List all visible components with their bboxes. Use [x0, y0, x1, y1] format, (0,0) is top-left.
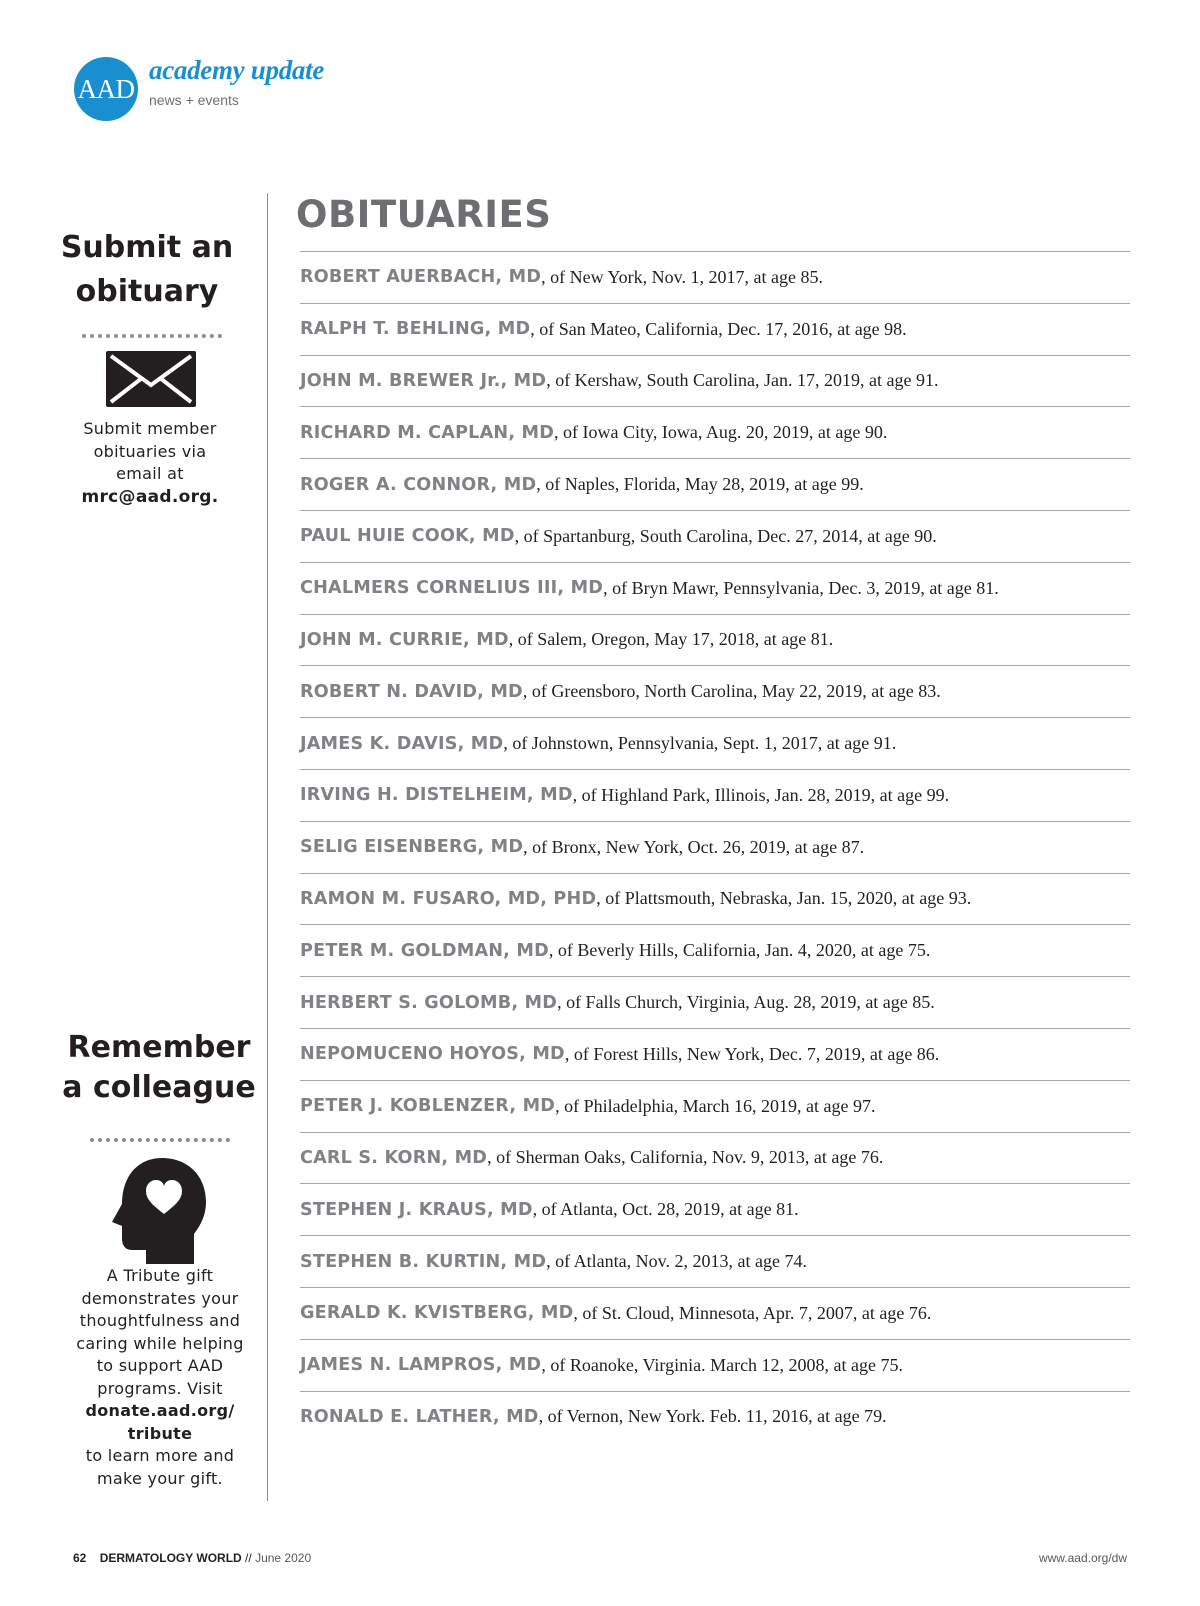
tribute-text-line3: thoughtfulness and [79, 1311, 241, 1330]
obituary-name: ROBERT N. DAVID, MD [300, 681, 523, 702]
obituary-name: ROGER A. CONNOR, MD [300, 474, 537, 495]
obituary-name: JOHN M. BREWER Jr., MD [300, 370, 547, 391]
obituary-entry [300, 614, 1130, 666]
submit-text-line1: Submit member [83, 419, 217, 438]
submit-instructions [52, 418, 248, 508]
obituary-detail: , of Bronx, New York, Oct. 26, 2019, at age 87. [523, 836, 865, 857]
obituary-detail: , of Greensboro, North Carolina, May 22, 2019, at age 83. [522, 681, 941, 702]
obituary-detail: , of Vernon, New York. Feb. 11, 2016, at age 79. [538, 1406, 887, 1427]
obituary-entry [300, 510, 1130, 562]
obituary-name: CARL S. KORN, MD [300, 1147, 488, 1168]
obituary-detail: , of St. Cloud, Minnesota, Apr. 7, 2007, at age 76. [573, 1302, 932, 1323]
obituary-entry [300, 924, 1130, 976]
logo-text: AAD [77, 73, 135, 104]
obituary-entry [300, 251, 1130, 303]
obituary-detail: , of Kershaw, South Carolina, Jan. 17, 2019, at age 91. [546, 370, 939, 391]
obituary-entry [300, 406, 1130, 458]
obituary-name: GERALD K. KVISTBERG, MD [300, 1303, 574, 1324]
section-title: academy update [149, 55, 325, 85]
obituary-name: STEPHEN B. KURTIN, MD [300, 1251, 547, 1272]
obituary-name: HERBERT S. GOLOMB, MD [300, 992, 558, 1013]
submit-text-line2: obituaries via [93, 441, 207, 461]
tribute-text-line6: programs. Visit [97, 1378, 223, 1398]
obituary-entry [300, 1287, 1130, 1339]
remember-colleague-heading [54, 1028, 264, 1108]
obituary-entry [300, 1235, 1130, 1287]
obituary-name: IRVING H. DISTELHEIM, MD [300, 785, 573, 806]
obituary-detail: , of Bryn Mawr, Pennsylvania, Dec. 3, 2019, at age 81. [603, 577, 999, 598]
obituary-entry [300, 1028, 1130, 1080]
obituary-name: PETER J. KOBLENZER, MD [300, 1096, 556, 1117]
obituary-name: JAMES K. DAVIS, MD [300, 733, 504, 754]
footer-publication [73, 1551, 311, 1565]
obituary-detail: , of Atlanta, Nov. 2, 2013, at age 74. [546, 1251, 807, 1272]
obituary-detail: , of Falls Church, Virginia, Aug. 28, 2019, at age 85. [557, 992, 935, 1013]
tribute-text-line2: demonstrates your [81, 1288, 239, 1308]
obituary-entry [300, 976, 1130, 1028]
obituary-name: RICHARD M. CAPLAN, MD [300, 422, 555, 443]
obituary-detail: , of San Mateo, California, Dec. 17, 2016, at age 98. [530, 318, 907, 339]
obituary-entry [300, 717, 1130, 769]
submit-heading-line1: Submit an [60, 230, 234, 265]
tribute-instructions [62, 1265, 258, 1490]
sidebar-divider [267, 193, 268, 1501]
page-number: 62 [73, 1551, 87, 1565]
aad-logo [74, 57, 138, 121]
submit-heading-line2: obituary [75, 274, 219, 309]
obituary-detail: , of Sherman Oaks, California, Nov. 9, 2013, at age 76. [487, 1147, 884, 1168]
obituary-detail: , of Roanoke, Virginia. March 12, 2008, at age 75. [541, 1354, 904, 1375]
submit-email-link[interactable]: mrc@aad.org. [81, 486, 219, 507]
obituary-detail: , of Highland Park, Illinois, Jan. 28, 2019, at age 99. [572, 784, 950, 805]
obituary-detail: , of Johnstown, Pennsylvania, Sept. 1, 2017, at age 91. [503, 733, 897, 754]
obituary-entry [300, 1080, 1130, 1132]
tribute-text-line4: caring while helping [76, 1333, 244, 1353]
obituary-entry [300, 303, 1130, 355]
remember-heading-line1: Remember [67, 1030, 251, 1065]
obituary-entry [300, 1183, 1130, 1235]
obituary-detail: , of Philadelphia, March 16, 2019, at age 97. [555, 1095, 876, 1116]
tribute-text-line5: to support AAD [96, 1356, 224, 1375]
obituary-detail: , of Iowa City, Iowa, Aug. 20, 2019, at age 90. [554, 422, 888, 443]
obituary-name: ROBERT AUERBACH, MD [300, 267, 542, 288]
obituary-entry [300, 821, 1130, 873]
obituary-detail: , of Spartanburg, South Carolina, Dec. 27, 2014, at age 90. [514, 525, 937, 546]
obituary-name: JAMES N. LAMPROS, MD [300, 1355, 542, 1376]
obituary-detail: , of Naples, Florida, May 28, 2019, at age 99. [536, 474, 864, 495]
dotted-divider [82, 334, 222, 338]
remember-heading-line2: a colleague [62, 1070, 256, 1105]
dotted-divider [90, 1138, 230, 1142]
submit-text-line3: email at [116, 464, 184, 483]
section-subtitle: news + events [149, 92, 239, 108]
page-title: OBITUARIES [296, 193, 552, 236]
publication-name: DERMATOLOGY WORLD [99, 1551, 242, 1565]
obituary-entry [300, 665, 1130, 717]
obituary-name: RALPH T. BEHLING, MD [300, 319, 531, 340]
obituary-entry [300, 1391, 1130, 1443]
obituary-name: RONALD E. LATHER, MD [300, 1406, 539, 1427]
submit-obituary-heading [42, 226, 252, 314]
obituary-detail: , of Beverly Hills, California, Jan. 4, 2020, at age 75. [548, 940, 931, 961]
obituary-name: PAUL HUIE COOK, MD [300, 526, 515, 547]
head-heart-icon [110, 1156, 210, 1270]
obituary-detail: , of Salem, Oregon, May 17, 2018, at age 81. [508, 629, 834, 650]
obituary-entry [300, 1132, 1130, 1184]
obituary-detail: , of Forest Hills, New York, Dec. 7, 2019, at age 86. [564, 1043, 940, 1064]
issue-date: June 2020 [255, 1551, 312, 1565]
tribute-text-line7: to learn more and [85, 1446, 235, 1465]
tribute-link-line2[interactable]: tribute [127, 1423, 193, 1443]
obituary-entry [300, 355, 1130, 407]
footer-url[interactable]: www.aad.org/dw [1038, 1551, 1127, 1565]
obituary-list [300, 251, 1130, 1442]
obituary-entry [300, 769, 1130, 821]
tribute-text-line1: A Tribute gift [106, 1266, 214, 1285]
obituary-name: NEPOMUCENO HOYOS, MD [300, 1044, 565, 1065]
tribute-link-line1[interactable]: donate.aad.org/ [85, 1401, 235, 1420]
obituary-entry [300, 1339, 1130, 1391]
obituary-name: JOHN M. CURRIE, MD [300, 629, 509, 650]
obituary-name: PETER M. GOLDMAN, MD [300, 940, 549, 961]
obituary-entry [300, 562, 1130, 614]
obituary-name: RAMON M. FUSARO, MD, PHD [300, 888, 597, 909]
obituary-detail: , of New York, Nov. 1, 2017, at age 85. [541, 266, 823, 287]
obituary-detail: , of Plattsmouth, Nebraska, Jan. 15, 2020, at age 93. [596, 888, 972, 909]
obituary-name: SELIG EISENBERG, MD [300, 837, 524, 858]
obituary-entry [300, 873, 1130, 925]
obituary-entry [300, 458, 1130, 510]
footer-separator: // [245, 1551, 252, 1565]
obituary-name: CHALMERS CORNELIUS III, MD [300, 578, 604, 599]
tribute-text-line8: make your gift. [97, 1468, 223, 1488]
obituary-name: STEPHEN J. KRAUS, MD [300, 1199, 533, 1220]
envelope-icon [106, 351, 196, 411]
obituary-detail: , of Atlanta, Oct. 28, 2019, at age 81. [532, 1199, 799, 1220]
